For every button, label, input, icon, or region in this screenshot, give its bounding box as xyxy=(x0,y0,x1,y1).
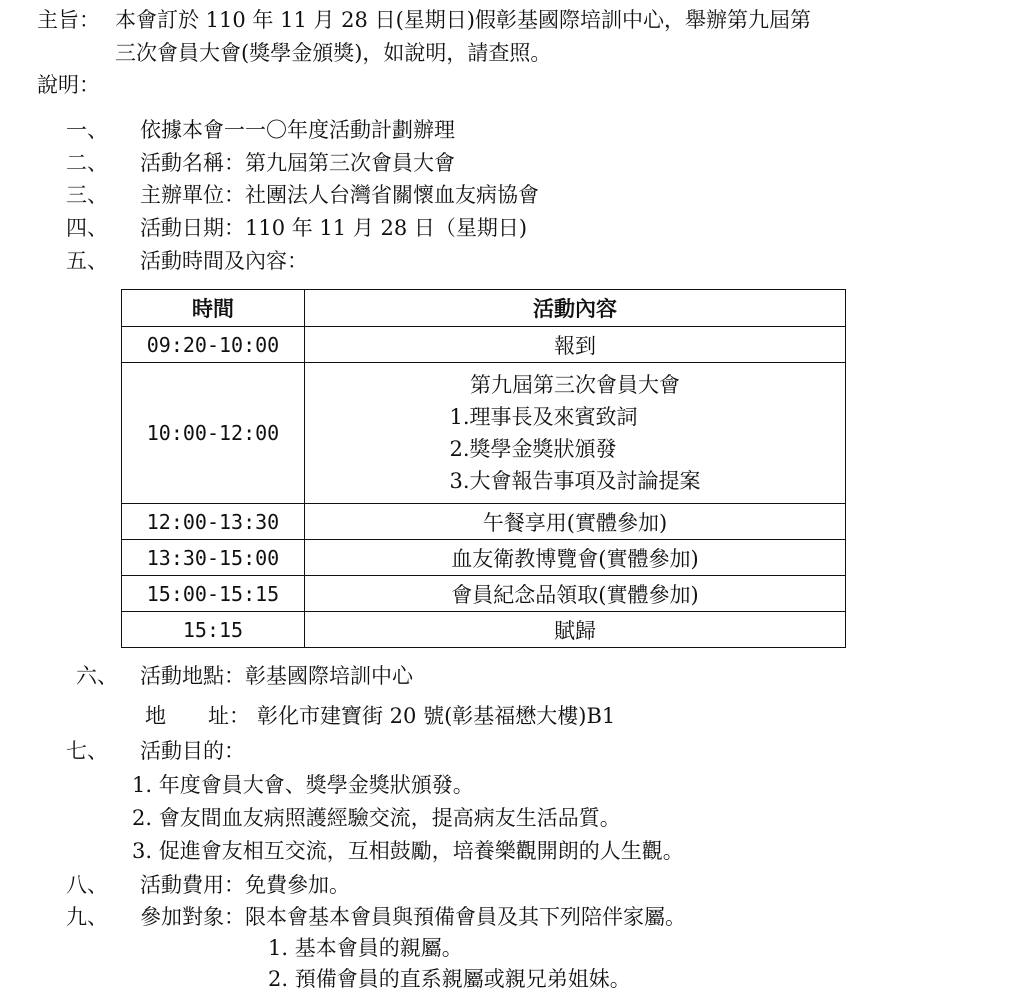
participant-item: 2. 預備會員的直系親屬或親兄弟姐妹。 xyxy=(268,967,631,991)
schedule-content: 賦歸 xyxy=(305,612,846,648)
table-row xyxy=(122,612,846,648)
item-7-text: 活動目的： xyxy=(140,739,245,763)
item-5-text: 活動時間及內容： xyxy=(140,249,308,273)
item-7-number: 七、 xyxy=(66,739,108,763)
item-2-text: 活動名稱：第九屆第三次會員大會 xyxy=(140,151,455,175)
schedule-detail: 1.理事長及來賓致詞 xyxy=(449,405,638,429)
address-value: 彰化市建寶街 20 號(彰基福懋大樓)B1 xyxy=(257,704,616,728)
table-row xyxy=(122,327,846,363)
subject-label: 主旨： xyxy=(37,8,100,32)
schedule-content: 血友衛教博覽會(實體參加) xyxy=(305,540,846,576)
schedule-content-block xyxy=(449,369,700,497)
table-row xyxy=(122,576,846,612)
schedule-time: 09:20-10:00 xyxy=(122,327,305,363)
subject-line-1: 本會訂於 110 年 11 月 28 日(星期日)假彰基國際培訓中心，舉辦第九屆第 xyxy=(115,8,811,32)
item-1-text: 依據本會一一〇年度活動計劃辦理 xyxy=(140,118,455,142)
participant-item: 1. 基本會員的親屬。 xyxy=(268,936,463,960)
table-row xyxy=(122,504,846,540)
schedule-header-time: 時間 xyxy=(122,290,305,327)
item-1-number: 一、 xyxy=(66,118,108,142)
item-4-text: 活動日期：110 年 11 月 28 日（星期日) xyxy=(140,216,528,240)
schedule-content: 報到 xyxy=(305,327,846,363)
table-row xyxy=(122,540,846,576)
schedule-time: 13:30-15:00 xyxy=(122,540,305,576)
schedule-time: 10:00-12:00 xyxy=(122,363,305,504)
schedule-detail: 2.獎學金獎狀頒發 xyxy=(449,437,617,461)
schedule-header-row xyxy=(122,290,846,327)
item-9-text: 參加對象：限本會基本會員與預備會員及其下列陪伴家屬。 xyxy=(140,905,686,929)
item-5-number: 五、 xyxy=(66,249,108,273)
schedule-time: 15:00-15:15 xyxy=(122,576,305,612)
item-6-number: 六、 xyxy=(76,664,118,688)
item-4-number: 四、 xyxy=(66,216,108,240)
schedule-content: 第九屆第三次會員大會 xyxy=(469,373,680,397)
purpose-item: 1. 年度會員大會、獎學金獎狀頒發。 xyxy=(132,773,474,797)
schedule-content: 午餐享用(實體參加) xyxy=(305,504,846,540)
schedule-detail: 3.大會報告事項及討論提案 xyxy=(449,469,701,493)
schedule-content: 會員紀念品領取(實體參加) xyxy=(305,576,846,612)
address-label: 地 址： xyxy=(145,704,250,728)
item-2-number: 二、 xyxy=(66,151,108,175)
item-3-text: 主辦單位：社團法人台灣省關懷血友病協會 xyxy=(140,183,539,207)
item-8-number: 八、 xyxy=(66,873,108,897)
schedule-content-multi xyxy=(305,363,846,504)
table-row xyxy=(122,363,846,504)
item-8-text: 活動費用：免費參加。 xyxy=(140,873,350,897)
schedule-time: 15:15 xyxy=(122,612,305,648)
explanation-label: 說明： xyxy=(37,73,100,97)
schedule-header-content: 活動內容 xyxy=(305,290,846,327)
item-3-number: 三、 xyxy=(66,183,108,207)
purpose-item: 3. 促進會友相互交流，互相鼓勵，培養樂觀開朗的人生觀。 xyxy=(132,839,684,863)
purpose-item: 2. 會友間血友病照護經驗交流，提高病友生活品質。 xyxy=(132,806,621,830)
item-6-text: 活動地點：彰基國際培訓中心 xyxy=(140,664,413,688)
schedule-time: 12:00-13:30 xyxy=(122,504,305,540)
item-9-number: 九、 xyxy=(66,905,108,929)
subject-line-2: 三次會員大會(獎學金頒獎)，如說明，請查照。 xyxy=(115,41,552,65)
schedule-table xyxy=(121,289,846,648)
